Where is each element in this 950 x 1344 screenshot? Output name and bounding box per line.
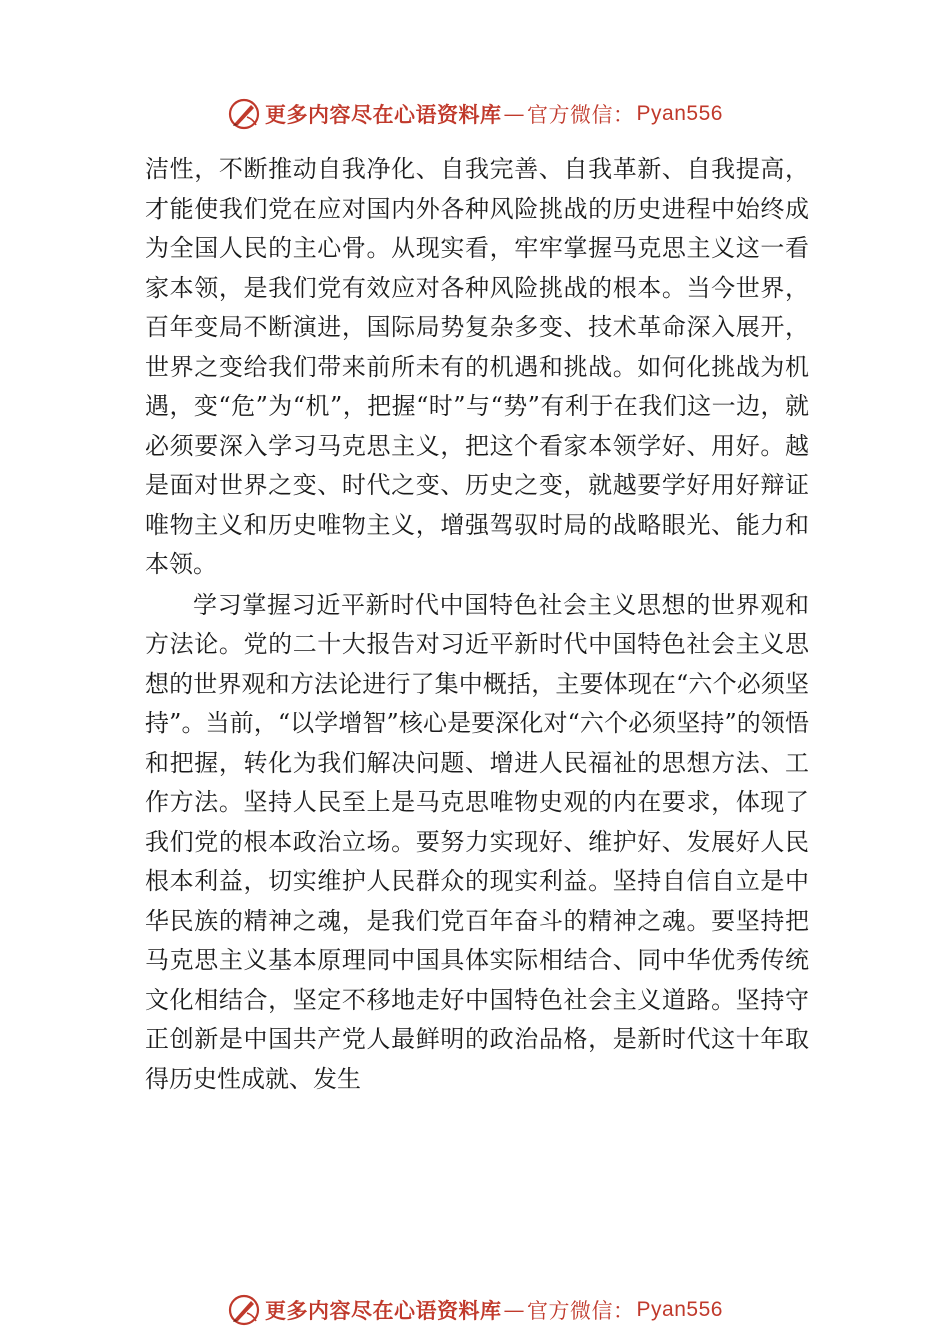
watermark-label: 官方微信： [527, 1299, 635, 1323]
watermark-id: Pyan556 [636, 102, 723, 125]
paragraph-1: 洁性，不断推动自我净化、自我完善、自我革新、自我提高，才能使我们党在应对国内外各种风险挑战的历史进程中始终成为全国人民的主心骨。从现实看，牢牢掌握马克思主义这一看家本领，是我们党有效应对各种风险挑战的根本。当今世界，百年变局不断演进，国际局势复杂多变、技术革命深入展开，世界之变给我们带来前所未有的机遇和挑战。如何化挑战为机遇，变“危”为“机”，把握“时”与“势”有利于在我们这一边，就必须要深入学习马克思主义，把这个看家本领学好、用好。越是面对世界之变、时代之变、历史之变，就越要学好用好辩证唯物主义和历史唯物主义，增强驾驭时局的战略眼光、能力和本领。 [145, 155, 809, 578]
watermark-separator: — [503, 1298, 526, 1322]
watermark-id: Pyan556 [636, 1298, 723, 1321]
pen-logo-icon [227, 97, 261, 131]
paragraph-2: 学习掌握习近平新时代中国特色社会主义思想的世界观和方法论。党的二十大报告对习近平新时代中国特色社会主义思想的世界观和方法论进行了集中概括，主要体现在“六个必须坚持”。当前，“以学增智”核心是要深化对“六个必须坚持”的领悟和把握，转化为我们解决问题、增进人民福祉的思想方法、工作方法。坚持人民至上是马克思唯物史观的内在要求，体现了我们党的根本政治立场。要努力实现好、维护好、发展好人民根本利益，切实维护人民群众的现实利益。坚持自信自立是中华民族的精神之魂，是我们党百年奋斗的精神之魂。要坚持把马克思主义基本原理同中国具体实际相结合、同中华优秀传统文化相结合，坚定不移地走好中国特色社会主义道路。坚持守正创新是中国共产党人最鲜明的政治品格，是新时代这十年取得历史性成就、发生 [145, 590, 809, 1093]
watermark-text: 更多内容尽在心语资料库 [265, 1298, 502, 1323]
watermark-label: 官方微信： [527, 103, 635, 127]
header-watermark [0, 94, 950, 134]
watermark-separator: — [503, 102, 526, 126]
watermark-text: 更多内容尽在心语资料库 [265, 102, 502, 127]
document-body [145, 150, 809, 1099]
pen-logo-icon [227, 1293, 261, 1327]
footer-watermark [0, 1290, 950, 1330]
